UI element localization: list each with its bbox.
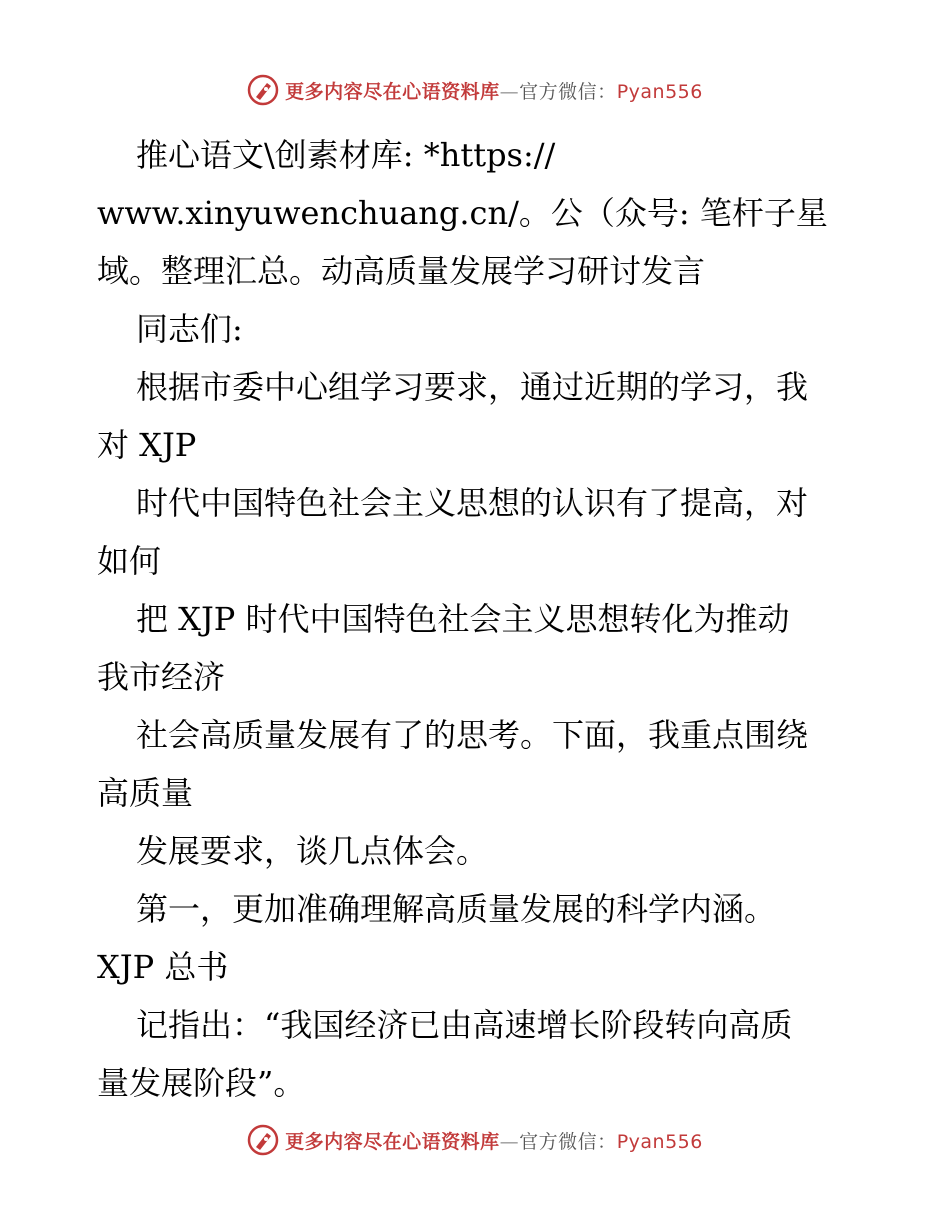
document-line: 社会高质量发展有了的思考。下面，我重点围绕	[136, 716, 809, 754]
watermark-wechat-id: Pyan556	[616, 1130, 703, 1153]
document-line: XJP 总书	[97, 948, 229, 986]
watermark-main-text: 更多内容尽在心语资料库	[285, 1130, 500, 1153]
document-body	[97, 126, 857, 1112]
watermark-wechat-id: Pyan556	[616, 80, 703, 103]
document-line: 记指出：“我国经济已由高速增长阶段转向高质	[136, 1006, 793, 1044]
document-line: 推心语文\创素材库: *https://	[136, 136, 556, 174]
watermark-group	[247, 1124, 703, 1156]
watermark-text	[285, 77, 703, 104]
watermark-separator: —	[499, 80, 520, 103]
document-line: 发展要求，谈几点体会。	[136, 832, 489, 870]
document-line: 根据市委中心组学习要求，通过近期的学习，我	[136, 368, 809, 406]
document-line: 如何	[97, 542, 162, 580]
header-watermark-banner	[0, 70, 950, 110]
document-line: www.xinyuwenchuang.cn/。公（众号: 笔杆子星	[97, 194, 828, 232]
document-line: 对 XJP	[97, 426, 197, 464]
watermark-main-text: 更多内容尽在心语资料库	[285, 80, 500, 103]
document-line: 把 XJP 时代中国特色社会主义思想转化为推动	[136, 600, 790, 638]
document-line: 高质量	[97, 774, 194, 812]
watermark-wechat-label: 官方微信：	[519, 1130, 617, 1153]
document-line: 我市经济	[97, 658, 226, 696]
document-line: 同志们:	[136, 310, 243, 348]
document-line: 时代中国特色社会主义思想的认识有了提高，对	[136, 484, 809, 522]
watermark-text	[285, 1127, 703, 1154]
watermark-wechat-label: 官方微信：	[519, 80, 617, 103]
document-line: 第一，更加准确理解高质量发展的科学内涵。	[136, 890, 777, 928]
document-line: 域。整理汇总。动高质量发展学习研讨发言	[97, 252, 706, 290]
watermark-separator: —	[499, 1130, 520, 1153]
pen-logo-icon	[247, 1124, 279, 1156]
watermark-group	[247, 74, 703, 106]
footer-watermark-banner	[0, 1120, 950, 1160]
document-line: 量发展阶段”。	[97, 1064, 306, 1102]
pen-logo-icon	[247, 74, 279, 106]
